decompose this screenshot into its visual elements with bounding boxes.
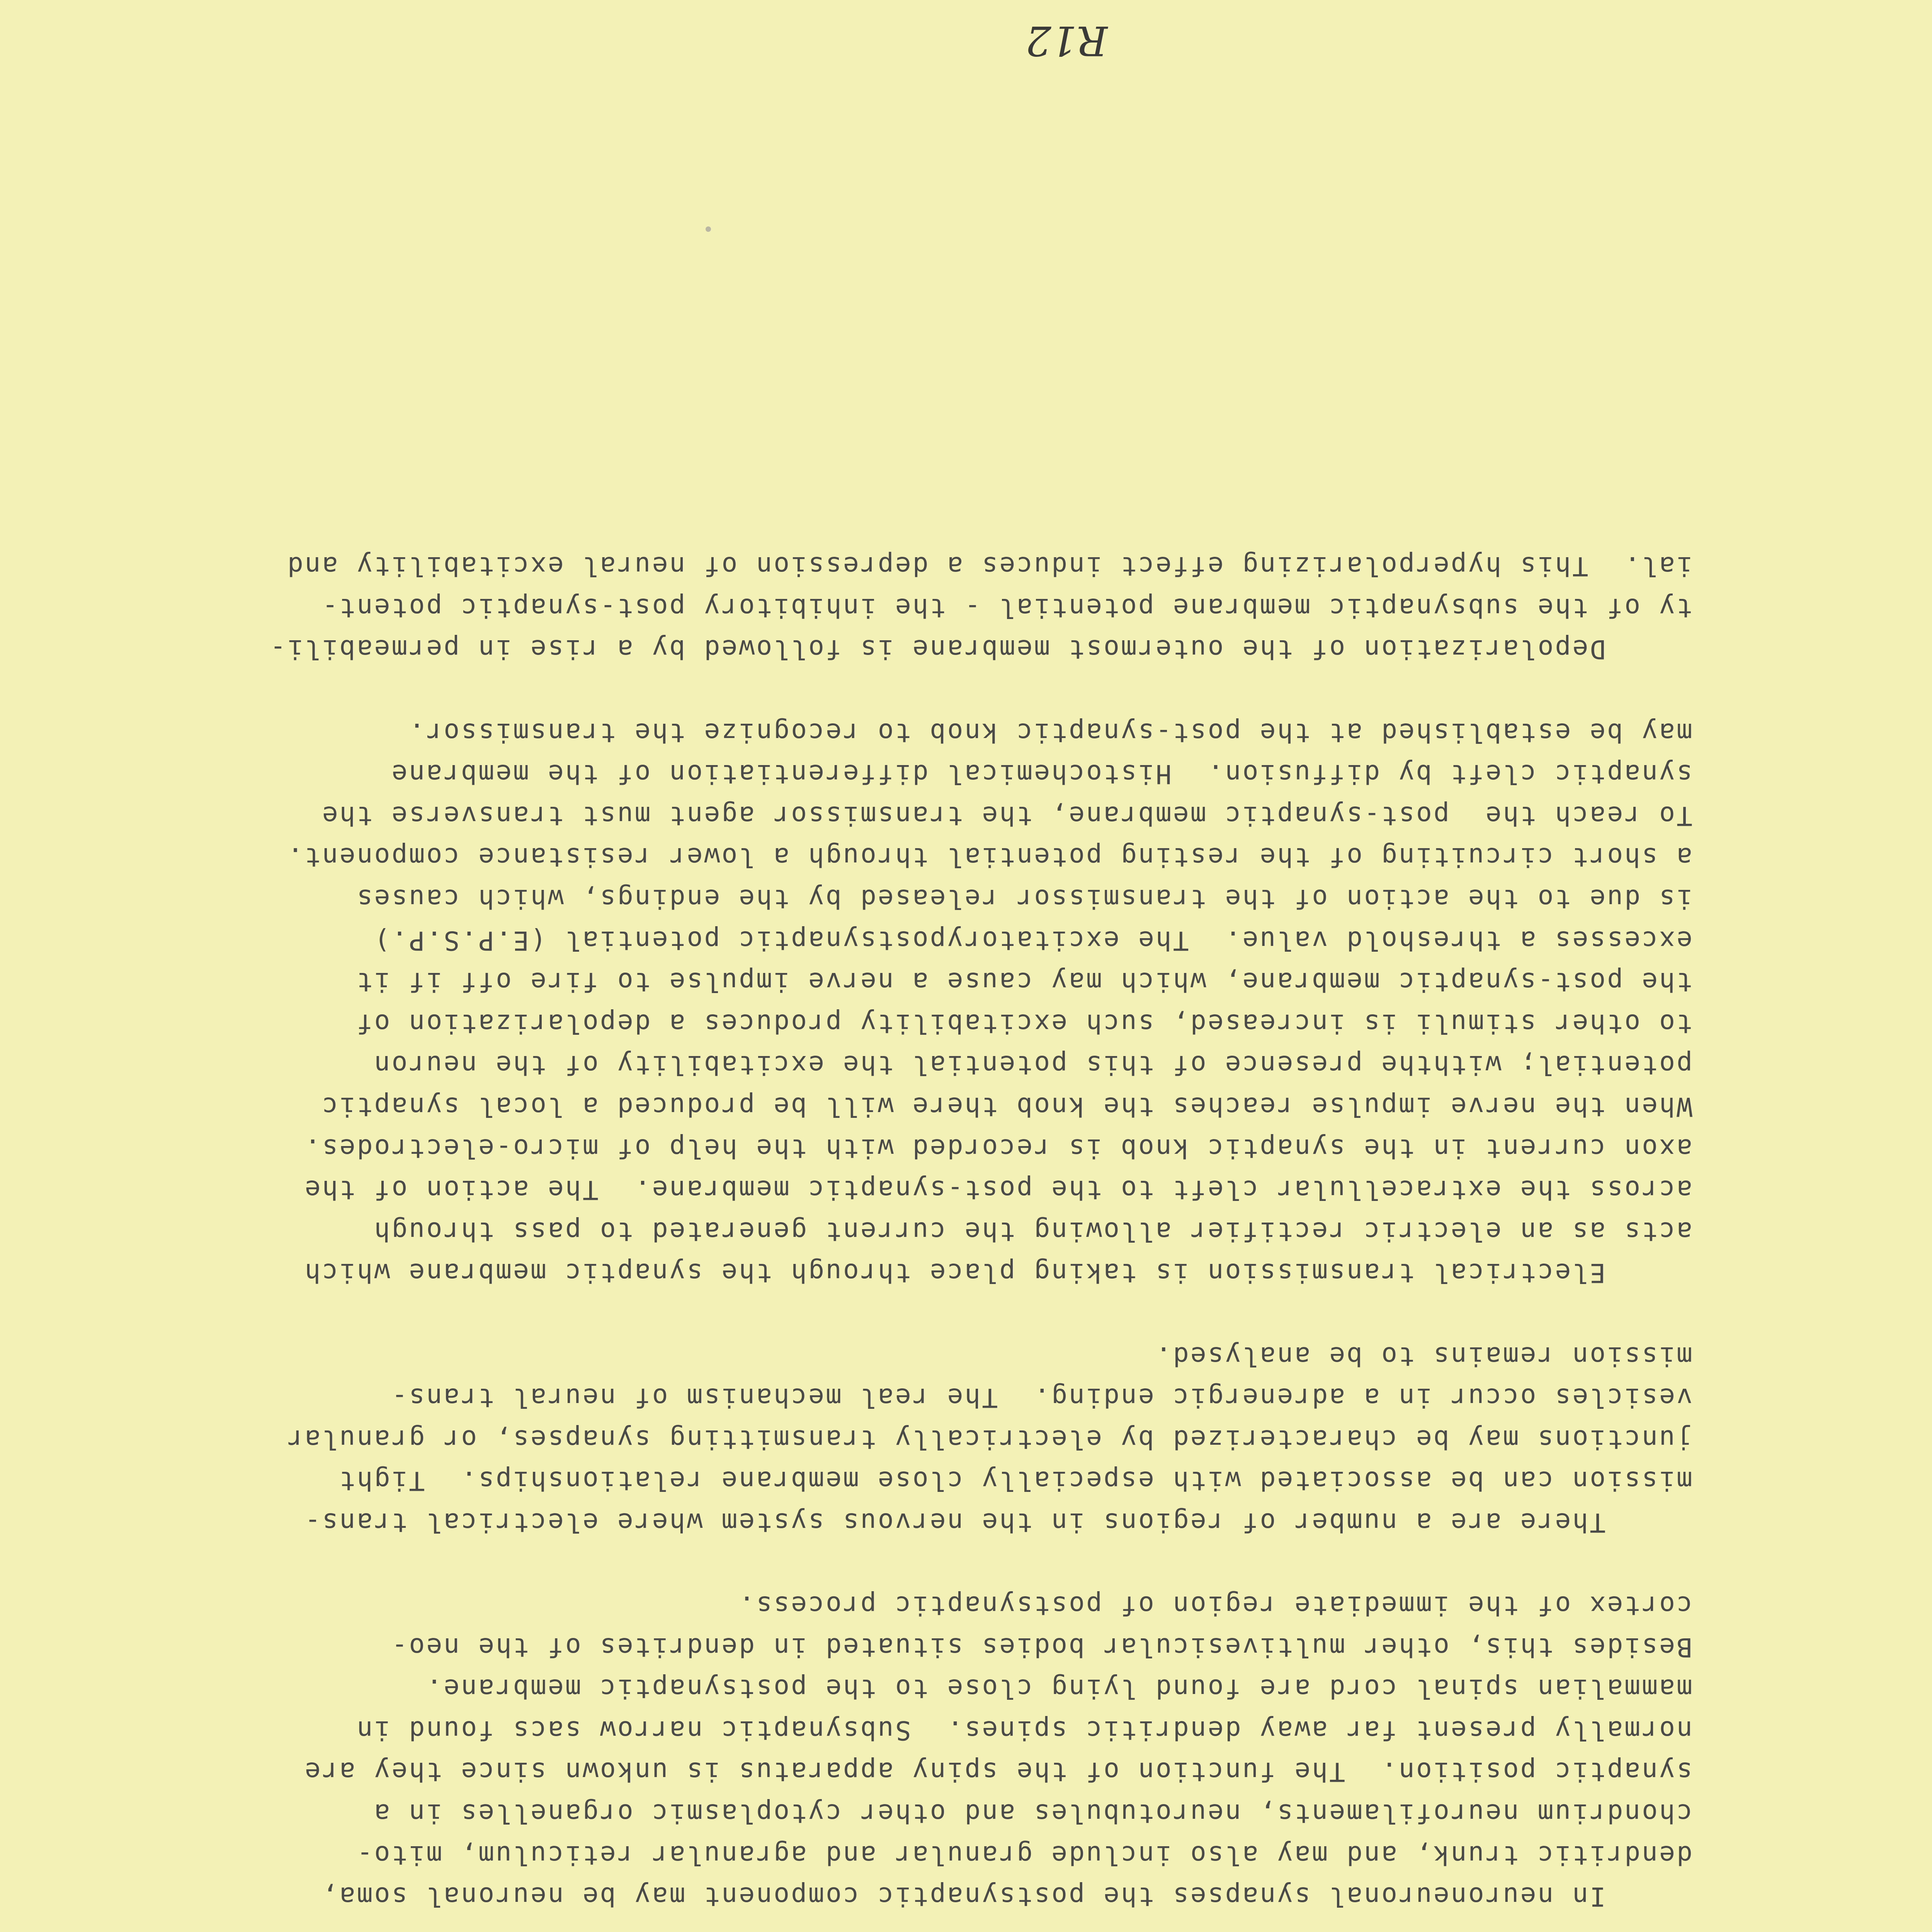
paragraph-gap xyxy=(116,1293,1692,1335)
text-line: Besides this, other multivesicular bodies situated in dendrites of the neo- xyxy=(390,1631,1692,1662)
body-text xyxy=(116,545,1692,1932)
text-line: mammalian spinal cord are found lying close to the postsynaptic membrane. xyxy=(425,1673,1692,1704)
text-line: normally present far away dendritic spines. Subsynaptic narrow sacs found in xyxy=(355,1714,1692,1745)
text-line: to other stimuli is increased, such excitability produces a depolarization of xyxy=(355,1008,1692,1039)
text-line: There are a number of regions in the nervous system where electrical trans- xyxy=(303,1507,1692,1537)
text-line: synaptic cleft by diffusion. Histochemical differentiation of the membrane xyxy=(390,759,1692,789)
text-line: ty of the subsynaptic membrane potential - the inhibitory post-synaptic potent- xyxy=(320,592,1692,623)
page-number: R12 xyxy=(1025,17,1108,64)
text-line: Electrical transmission is taking place through the synaptic membrane which xyxy=(303,1257,1692,1288)
text-line: chondrium neurofilaments, neurotubules and other cytoplasmic organelles in a xyxy=(372,1798,1692,1829)
text-line: excesses a threshold value. The excitatorypostsynaptic potential (E.P.S.P.) xyxy=(372,925,1692,956)
text-line: axon current in the synaptic knob is recorded with the help of micro-electrodes. xyxy=(303,1133,1692,1163)
text-line: synaptic position. The function of the spiny apparatus is unkown since they are xyxy=(303,1756,1692,1787)
paragraph xyxy=(116,1335,1692,1543)
paragraph xyxy=(116,711,1692,1293)
text-line: Depolarization of the outermost membrane is followed by a rise in permeabili- xyxy=(268,634,1692,665)
text-line: When the nerve impulse reaches the knob there will be produced a local synaptic xyxy=(320,1091,1692,1122)
text-line: To reach the post-synaptic membrane, the transmissor agent must transverse the xyxy=(320,800,1692,831)
text-line: In neuroneuronal synapses the postsynaptic component may be neuronal soma, xyxy=(320,1881,1692,1912)
text-line: ial. This hyperpolarizing effect induces a depression of neural excitability and xyxy=(286,551,1692,582)
text-line: potential; withthe presence of this potential the excitability of the neuron xyxy=(372,1049,1692,1080)
paper-mark xyxy=(706,226,711,232)
text-line: mission remains to be analysed. xyxy=(1154,1340,1692,1371)
text-line: a short circuiting of the resting potential through a lower resistance component. xyxy=(286,842,1692,872)
paragraph-gap xyxy=(116,670,1692,711)
text-line: mission can be associated with especially close membrane relationships. Tight xyxy=(338,1465,1692,1496)
text-line: acts as an electric rectifier allowing the current generated to pass through xyxy=(372,1216,1692,1247)
paragraph xyxy=(116,1585,1692,1917)
paragraph xyxy=(116,545,1692,670)
paragraph-gap xyxy=(116,1543,1692,1585)
text-line: is due to the action of the transmissor released by the endings, which causes xyxy=(355,883,1692,914)
text-line: the post-synaptic membrane, which may cause a nerve impulse to fire off if it xyxy=(355,966,1692,997)
text-line: across the extracellular cleft to the post-synaptic membrane. The action of the xyxy=(303,1174,1692,1205)
text-line: may be established at the post-synaptic knob to recognize the transmissor. xyxy=(407,717,1692,748)
text-line: cortex of the immediate region of postsynaptic process. xyxy=(737,1590,1692,1621)
text-line: vesicles occur in a adrenergic ending. The real mechanism of neural trans- xyxy=(390,1382,1692,1413)
paragraph-gap xyxy=(116,1917,1692,1932)
text-line: dendritic trunk, and may also include granular and agranular reticulum, mito- xyxy=(355,1839,1692,1870)
text-line: junctions may be characterized by electrically transmitting synapses, or granular xyxy=(286,1423,1692,1454)
